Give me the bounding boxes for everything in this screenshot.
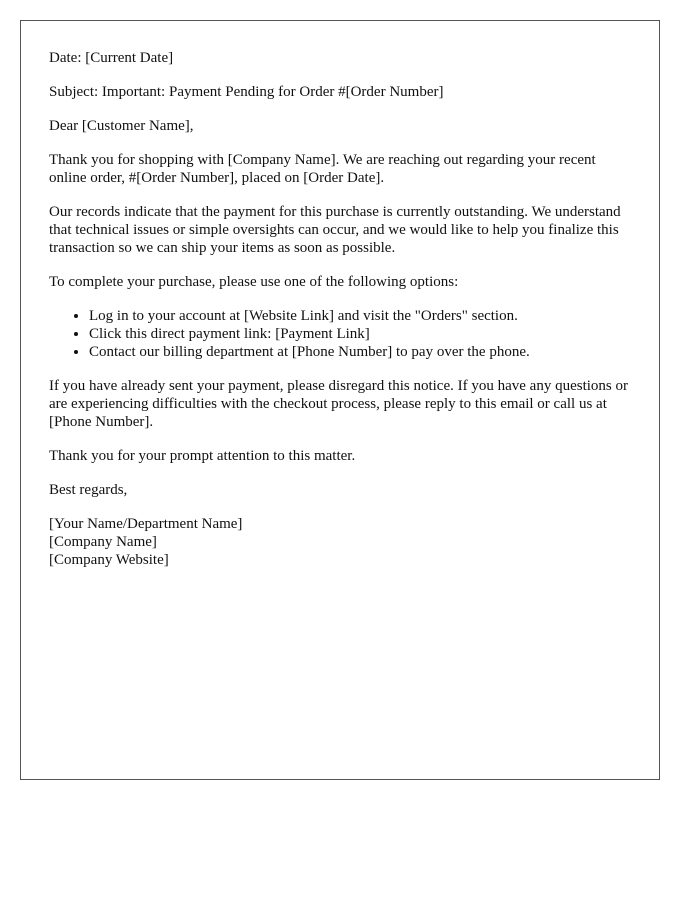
signature-block (49, 515, 631, 569)
option-login: • Log in to your account at [Website Link] and visit the "Orders" section. (89, 307, 631, 325)
letter-salutation: Dear [Customer Name], (49, 118, 194, 134)
signature-website: [Company Website] (49, 552, 169, 568)
sign-off: Best regards, (49, 482, 128, 498)
payment-options-list (49, 307, 631, 361)
thanks-paragraph: Thank you for your prompt attention to this matter. (49, 448, 356, 464)
letter-date: Date: [Current Date] (49, 50, 174, 66)
letter-document (20, 20, 660, 780)
option-payment-link: • Click this direct payment link: [Payment Link] (89, 325, 631, 343)
intro-paragraph: Thank you for shopping with [Company Name]. We are reaching out regarding your recent online order, #[Order Number], placed on [Order Date]. (49, 152, 596, 186)
signature-company: [Company Name] (49, 534, 157, 550)
option-phone: • Contact our billing department at [Phone Number] to pay over the phone. (89, 343, 631, 361)
payment-outstanding-paragraph: Our records indicate that the payment for this purchase is currently outstanding. We understand that technical issues or simple oversights can occur, and we would like to help you finalize this transaction so we can ship your items as soon as possible. (49, 204, 621, 256)
letter-subject: Subject: Important: Payment Pending for Order #[Order Number] (49, 84, 444, 100)
signature-name: [Your Name/Department Name] (49, 516, 243, 532)
disregard-paragraph: If you have already sent your payment, please disregard this notice. If you have any questions or are experiencing difficulties with the checkout process, please reply to this email or call us at [Phone Number]. (49, 378, 628, 430)
options-intro-paragraph: To complete your purchase, please use one of the following options: (49, 274, 459, 290)
